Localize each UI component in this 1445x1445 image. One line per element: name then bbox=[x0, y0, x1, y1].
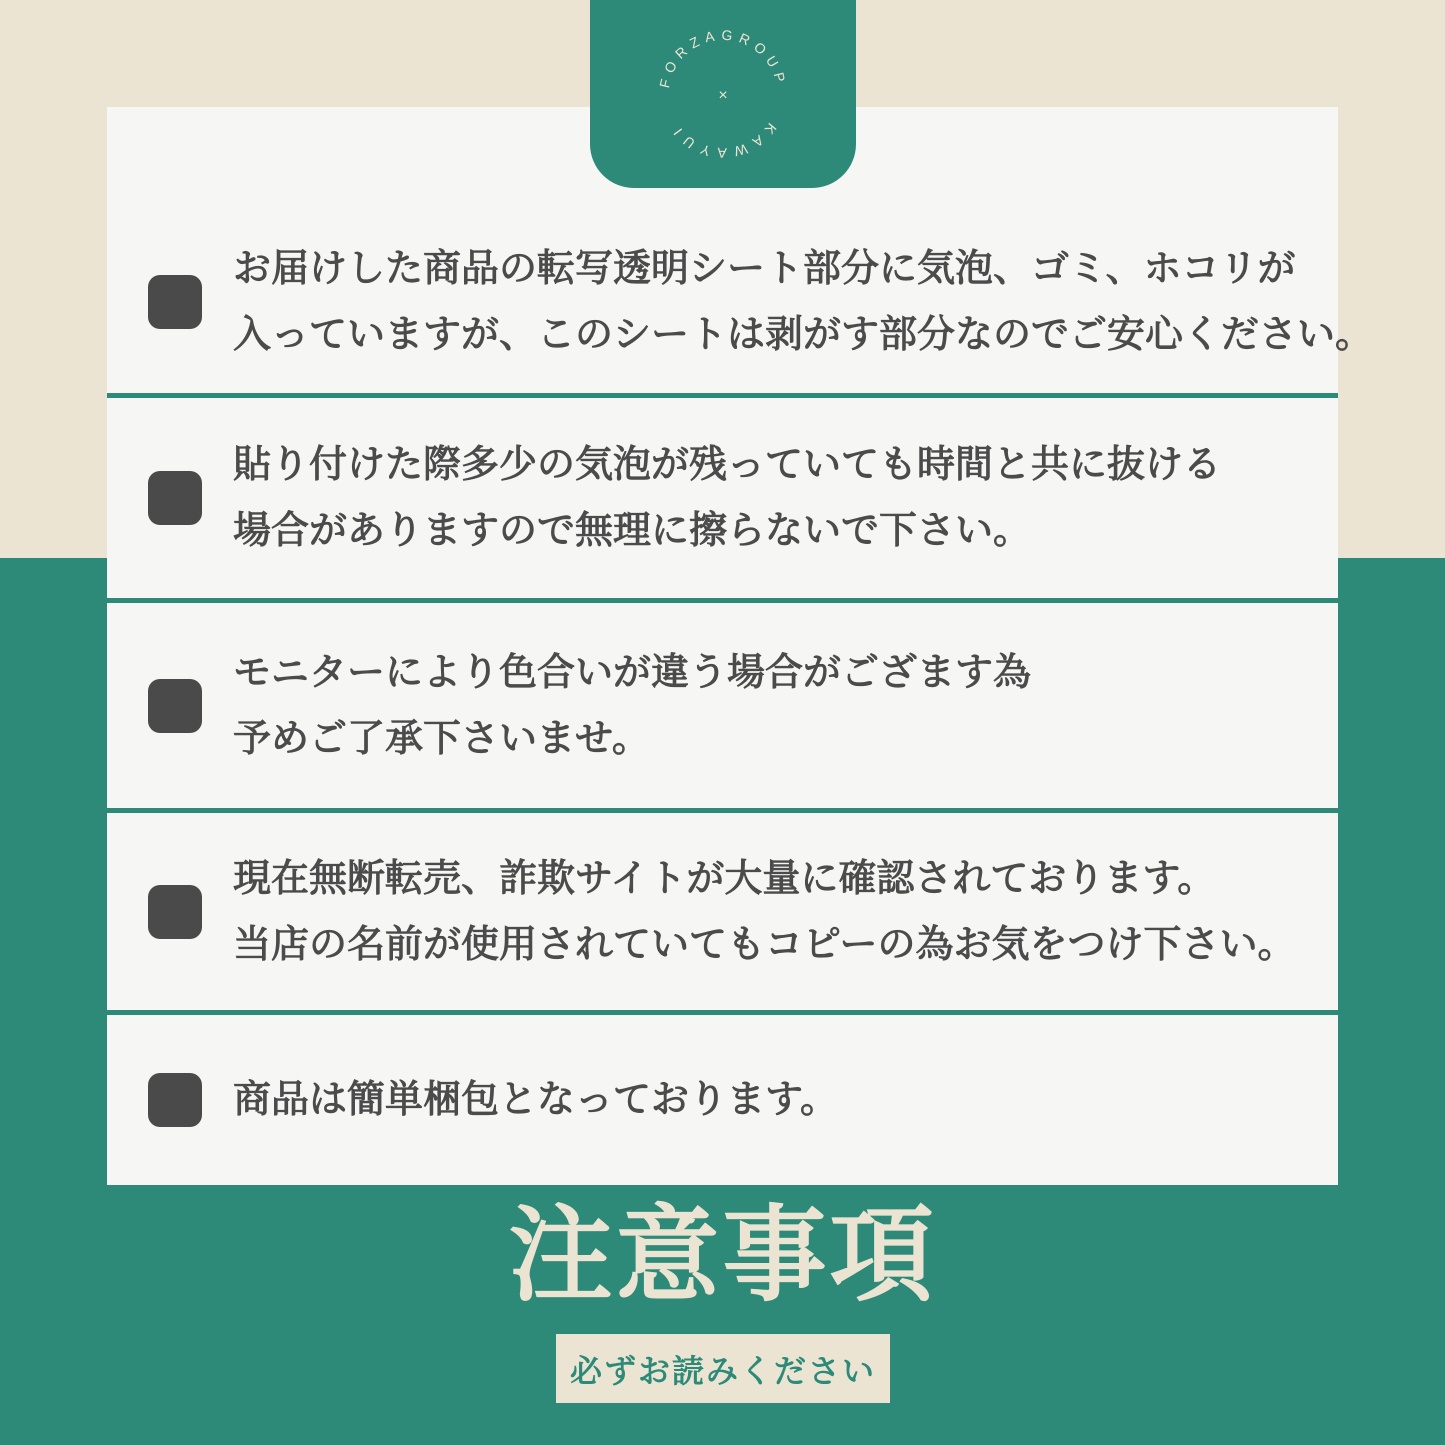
notice-line: 商品は簡単梱包となっております。 bbox=[233, 1079, 838, 1121]
brand-badge bbox=[590, 0, 856, 188]
notice-line: お届けした商品の転写透明シート部分に気泡、ゴミ、ホコリが bbox=[233, 248, 1296, 290]
notice-text bbox=[233, 236, 1373, 368]
notice-panel bbox=[107, 107, 1374, 1185]
checkbox-bullet-icon bbox=[148, 679, 202, 733]
notice-row bbox=[107, 398, 1338, 598]
read-notice-label: 必ずお読みください bbox=[569, 1352, 876, 1389]
notice-line: 貼り付けた際多少の気泡が残っていても時間と共に抜ける bbox=[233, 444, 1222, 486]
notice-row bbox=[107, 1015, 1338, 1185]
brand-name-bottom: KAWAYUI bbox=[665, 119, 780, 162]
notice-row bbox=[107, 603, 1338, 808]
notice-line: 入っていますが、このシートは剥がす部分なのでご安心ください。 bbox=[233, 314, 1374, 356]
checkbox-bullet-icon bbox=[148, 885, 202, 939]
checkbox-bullet-icon bbox=[148, 471, 202, 525]
notice-text bbox=[233, 846, 1295, 978]
checkbox-bullet-icon bbox=[148, 1073, 202, 1127]
notice-line: 現在無断転売、詐欺サイトが大量に確認されております。 bbox=[233, 857, 1216, 900]
page-title: 注意事項 bbox=[508, 1198, 937, 1314]
brand-logo-circle-icon bbox=[633, 4, 813, 184]
read-notice-box bbox=[556, 1334, 890, 1403]
brand-name-top: FORZAGROUP bbox=[656, 26, 790, 90]
notice-line: 当店の名前が使用されていてもコピーの為お気をつけ下さい。 bbox=[233, 923, 1296, 966]
svg-text:KAWAYUI bbox=[666, 120, 780, 161]
notice-text bbox=[233, 432, 1221, 564]
notice-text bbox=[233, 640, 1031, 772]
checkbox-bullet-icon bbox=[148, 275, 202, 329]
notice-text bbox=[233, 1067, 838, 1133]
notice-row bbox=[107, 813, 1338, 1010]
svg-text:FORZAGROUP bbox=[656, 26, 790, 89]
brand-x-separator: × bbox=[718, 87, 728, 104]
notice-line: 場合がありますので無理に擦らないで下さい。 bbox=[233, 510, 1032, 552]
notice-line: モニターにより色合いが違う場合がござます為 bbox=[233, 651, 1032, 694]
notice-line: 予めご了承下さいませ。 bbox=[233, 717, 650, 760]
